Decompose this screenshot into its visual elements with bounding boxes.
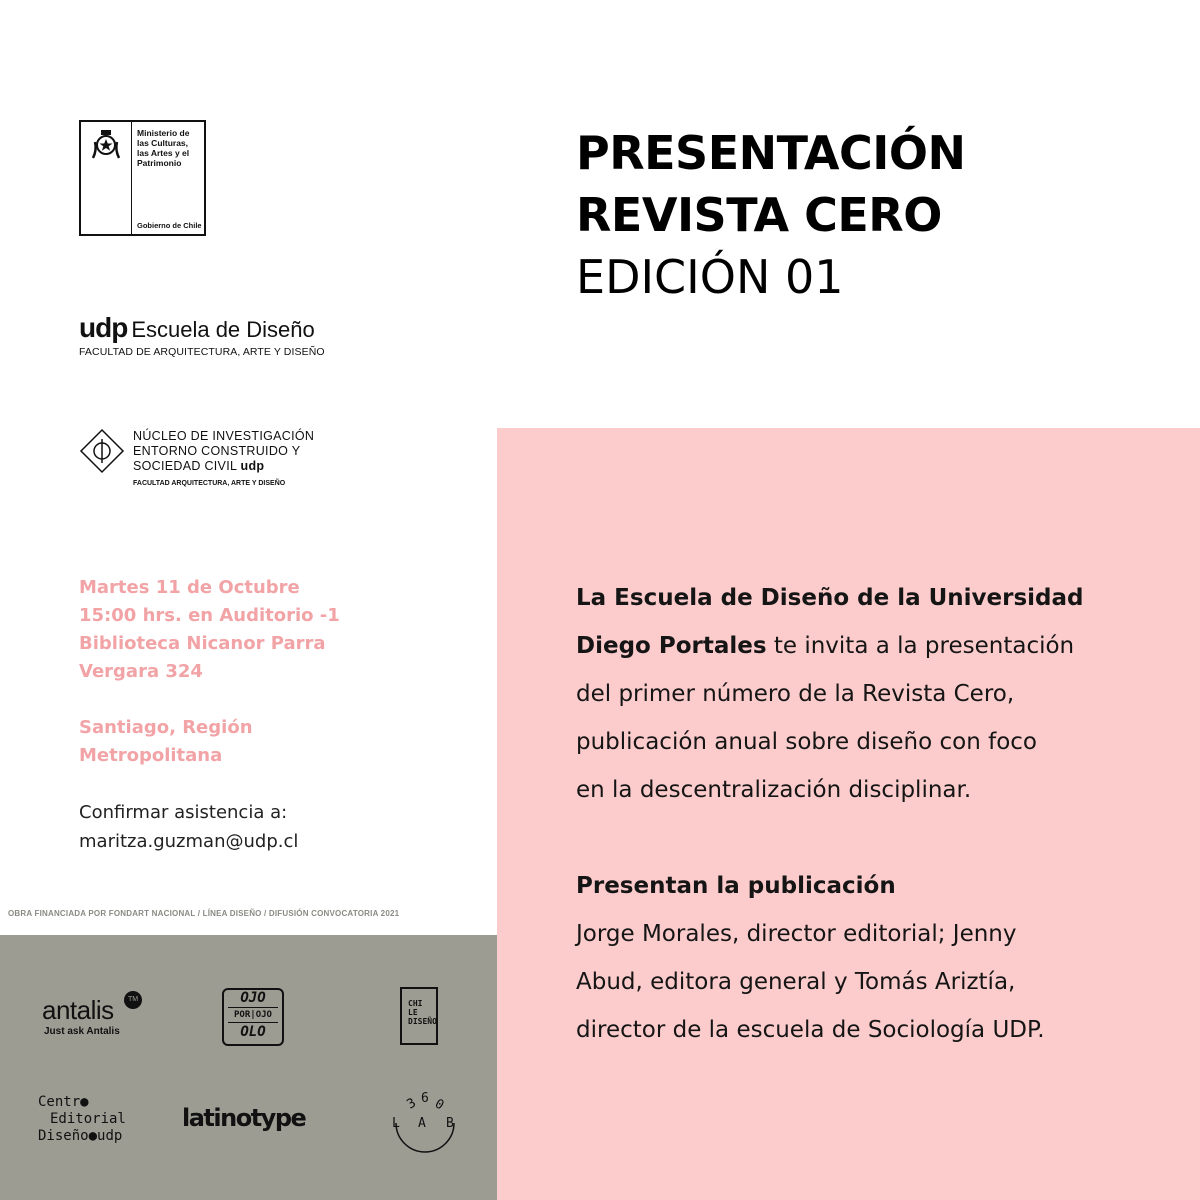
svg-text:B: B bbox=[446, 1116, 454, 1131]
chile-coat-of-arms-icon bbox=[89, 128, 123, 162]
event-city-line1: Santiago, Región bbox=[79, 717, 253, 738]
svg-text:6: 6 bbox=[421, 1091, 429, 1106]
udp-escuela-logo bbox=[79, 312, 339, 358]
event-address: Vergara 324 bbox=[79, 661, 203, 682]
presenters-line-3: director de la escuela de Sociología UDP. bbox=[576, 1017, 1045, 1043]
edition-label: EDICIÓN 01 bbox=[576, 250, 844, 304]
nucleo-logo bbox=[79, 428, 379, 492]
svg-text:3: 3 bbox=[404, 1095, 419, 1113]
rsvp-label: Confirmar asistencia a: bbox=[79, 802, 288, 823]
udp-faculty: FACULTAD DE ARQUITECTURA, ARTE Y DISEÑO bbox=[79, 346, 325, 358]
antalis-tm-badge: TM bbox=[124, 991, 142, 1009]
antalis-logo bbox=[42, 995, 139, 1037]
svg-text:0: 0 bbox=[432, 1096, 447, 1114]
presenters-heading: Presentan la publicación bbox=[576, 873, 896, 899]
nucleo-name: NÚCLEO DE INVESTIGACIÓN ENTORNO CONSTRUIDO Y SOCIEDAD CIVIL udp bbox=[133, 429, 315, 473]
antalis-tagline: Just ask Antalis bbox=[44, 1026, 120, 1037]
invite-line-5: en la descentralización disciplinar. bbox=[576, 777, 972, 803]
svg-text:L: L bbox=[392, 1116, 400, 1131]
lead-bold-1: La Escuela de Diseño de la Universidad bbox=[576, 585, 1084, 611]
invitation-text: La Escuela de Diseño de la Universidad Diego Portales te invita a la presentación del primer número de la Revista Cero, publicación anual sobre diseño con foco en la descentralización disciplinar. Presentan la publicación Jorge Morales, director editorial; Jenny Abud, editora general y Tomás Ariztía, director de la escuela de Sociología UDP. bbox=[576, 574, 1186, 1054]
event-date: Martes 11 de Octubre bbox=[79, 577, 300, 598]
ministerio-logo bbox=[79, 120, 206, 236]
udp-brand: udp bbox=[79, 312, 128, 343]
event-time: 15:00 hrs. en Auditorio -1 bbox=[79, 605, 340, 626]
centro-editorial-logo: Centr● Editorial Diseño●udp bbox=[38, 1094, 126, 1144]
invite-line-4: publicación anual sobre diseño con foco bbox=[576, 729, 1037, 755]
title-line-1: PRESENTACIÓN bbox=[576, 126, 966, 180]
diamond-circle-icon bbox=[79, 428, 125, 474]
logo-divider bbox=[131, 122, 132, 234]
presenters-line-2: Abud, editora general y Tomás Ariztía, bbox=[576, 969, 1016, 995]
ojo-por-ojo-logo: OJO POR|OJO OLO bbox=[222, 988, 284, 1046]
rsvp-email[interactable]: maritza.guzman@udp.cl bbox=[79, 831, 299, 852]
nucleo-udp-brand: udp bbox=[240, 459, 265, 473]
chile-diseno-logo: CHI LE DISEÑO bbox=[400, 987, 438, 1045]
gobierno-label: Gobierno de Chile bbox=[137, 221, 202, 230]
event-city-line2: Metropolitana bbox=[79, 745, 223, 766]
event-venue: Biblioteca Nicanor Parra bbox=[79, 633, 326, 654]
latinotype-logo: latinotype bbox=[182, 1104, 306, 1132]
lab-360-logo bbox=[388, 1087, 462, 1153]
invite-line-3: del primer número de la Revista Cero, bbox=[576, 681, 1015, 707]
title-line-2: REVISTA CERO bbox=[576, 188, 942, 242]
lead-bold-2: Diego Portales bbox=[576, 633, 767, 659]
event-details bbox=[79, 574, 479, 770]
antalis-name: antalis bbox=[42, 995, 114, 1025]
funding-note: OBRA FINANCIADA POR FONDART NACIONAL / LÍNEA DISEÑO / DIFUSIÓN CONVOCATORIA 2021 bbox=[8, 909, 400, 918]
udp-school-name: Escuela de Diseño bbox=[131, 317, 315, 342]
sponsor-block bbox=[0, 935, 497, 1200]
page-title bbox=[576, 122, 966, 246]
presenters-line-1: Jorge Morales, director editorial; Jenny bbox=[576, 921, 1017, 947]
nucleo-faculty: FACULTAD ARQUITECTURA, ARTE Y DISEÑO bbox=[133, 480, 286, 487]
ministerio-name: Ministerio de las Culturas, las Artes y el Patrimonio bbox=[137, 128, 190, 168]
svg-text:A: A bbox=[418, 1116, 426, 1131]
rsvp bbox=[79, 798, 479, 856]
